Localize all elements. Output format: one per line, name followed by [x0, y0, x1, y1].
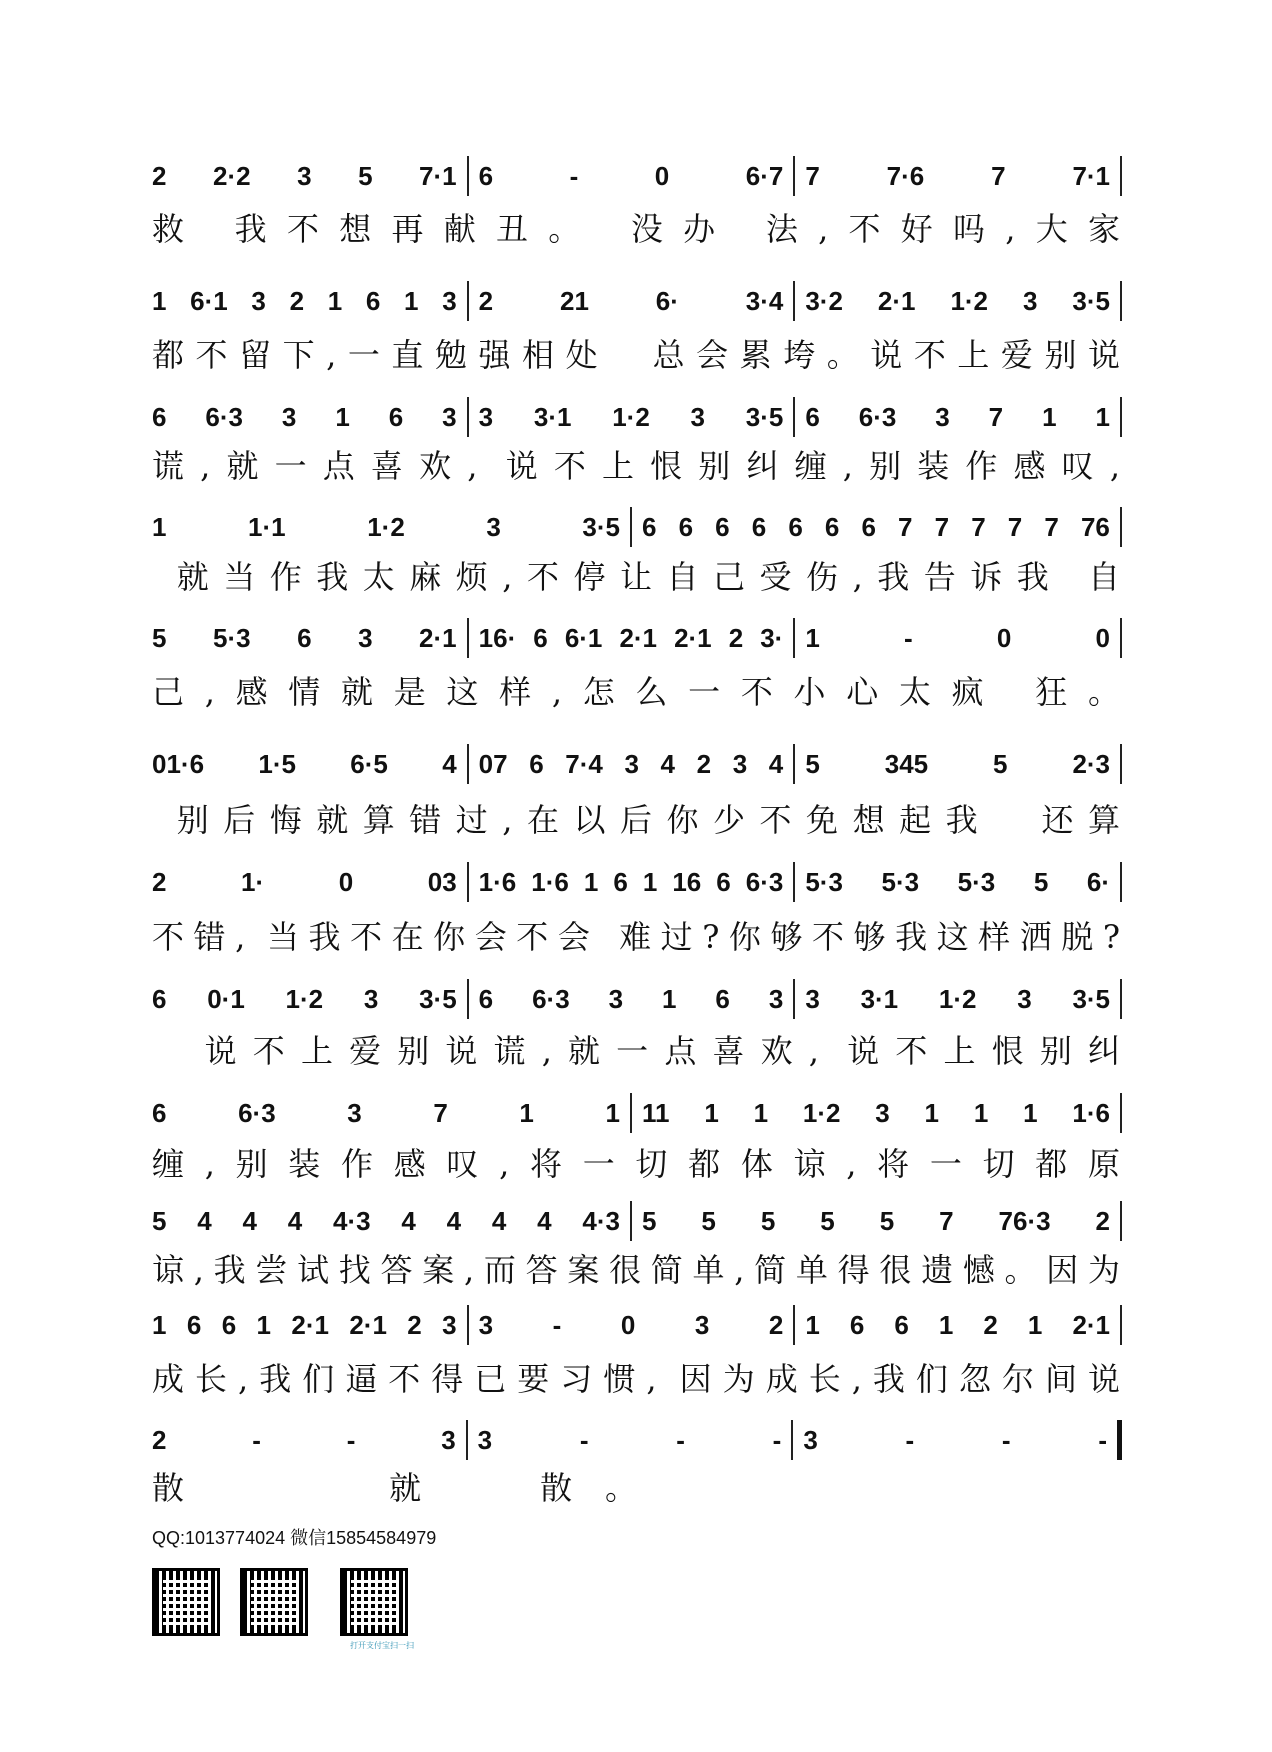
note: 5·3: [957, 866, 996, 897]
note: 3: [768, 983, 784, 1014]
contact-info: QQ:1013774024 微信15854584979: [152, 1528, 437, 1548]
measure: [632, 1201, 1122, 1241]
note: 6·7: [745, 160, 784, 191]
note: 1: [152, 1309, 167, 1340]
note: 5: [805, 748, 820, 779]
note: 3: [1017, 983, 1032, 1014]
note: 2: [1095, 1205, 1110, 1236]
note: 3: [441, 1424, 456, 1455]
note: -: [772, 1424, 782, 1455]
note: 1: [404, 285, 419, 316]
note: 5: [1033, 866, 1049, 897]
note: 3: [805, 983, 820, 1014]
measure: [795, 979, 1122, 1019]
note: 1: [327, 285, 343, 316]
note: 6: [529, 748, 544, 779]
note: 4: [401, 1205, 416, 1236]
measure: [795, 618, 1122, 658]
measure: [795, 397, 1122, 437]
note: 1: [704, 1097, 719, 1128]
note: 7: [971, 511, 986, 542]
note: 1: [152, 285, 167, 316]
note: 3·2: [805, 285, 843, 316]
measure: [152, 862, 469, 902]
note: 5·3: [212, 622, 251, 653]
notation-line: [152, 159, 1122, 193]
note: 0: [620, 1309, 636, 1340]
note: 6: [678, 511, 694, 542]
note: 1·2: [802, 1097, 841, 1128]
note: 3: [478, 1309, 494, 1340]
measure: [152, 281, 469, 321]
notation-line: [152, 982, 1122, 1016]
measure: [152, 156, 469, 196]
note: 3·: [760, 622, 784, 653]
measure: [468, 1420, 794, 1460]
note: 6·: [1086, 866, 1110, 897]
note: 3: [442, 1309, 457, 1340]
measure: [469, 862, 796, 902]
note: 3: [442, 401, 457, 432]
lyric-line: 谅,我尝试找答案,而答案很简单,简单得很遗憾。因为: [152, 1251, 1122, 1289]
note: 3·5: [419, 983, 457, 1014]
measure: [152, 744, 469, 784]
measure: [632, 507, 1122, 547]
lyric-line: 不错, 当我不在你会不会 难过?你够不够我这样洒脱?: [152, 918, 1122, 956]
note: 1·2: [950, 285, 989, 316]
note: 3: [281, 401, 297, 432]
note: 2·3: [1072, 748, 1111, 779]
note: 2: [728, 622, 744, 653]
note: 2: [983, 1309, 998, 1340]
note: 11: [642, 1097, 670, 1128]
measure: [469, 1305, 796, 1345]
note: -: [1098, 1424, 1107, 1455]
note: 7: [805, 160, 820, 191]
note: 2·2: [212, 160, 251, 191]
note: 1: [1027, 1309, 1043, 1340]
note: 3·1: [533, 401, 572, 432]
note: 6·: [655, 285, 679, 316]
note: 1·2: [612, 401, 650, 432]
note: 6: [715, 511, 730, 542]
notation-line: [152, 747, 1122, 781]
note: 4: [446, 1205, 462, 1236]
note: 6: [152, 401, 167, 432]
note: 6: [152, 983, 167, 1014]
notation-line: [152, 1204, 1122, 1238]
note: 3: [732, 748, 748, 779]
note: 7: [1007, 511, 1023, 542]
note: 2: [696, 748, 712, 779]
qr-caption: 打开支付宝扫一扫: [350, 1641, 414, 1650]
note: 1: [805, 622, 820, 653]
note: 6: [478, 983, 494, 1014]
note: 5: [760, 1205, 776, 1236]
measure: [152, 397, 469, 437]
measure: [795, 744, 1122, 784]
note: 1: [605, 1097, 620, 1128]
note: 1: [583, 866, 599, 897]
note: 7: [1044, 511, 1059, 542]
note: 7·4: [565, 748, 603, 779]
note: 3: [442, 285, 457, 316]
lyric-line: 己,感情就是这样,怎么一不小心太疯 狂。: [152, 673, 1122, 711]
note: -: [1001, 1424, 1011, 1455]
note: 4·3: [582, 1205, 620, 1236]
note: 5: [152, 622, 167, 653]
note: 3: [347, 1097, 362, 1128]
lyric-line: 缠,别装作感叹,将一切都体谅,将一切都原: [152, 1145, 1122, 1183]
note: 3: [875, 1097, 890, 1128]
note: 0: [338, 866, 354, 897]
note: 0: [654, 160, 670, 191]
note: 2·1: [419, 622, 457, 653]
measure: [152, 1305, 469, 1345]
measure: [632, 1093, 1122, 1133]
note: -: [252, 1424, 261, 1455]
note: 2·1: [619, 622, 658, 653]
note: 5: [701, 1205, 716, 1236]
note: 6: [805, 401, 820, 432]
measure: [152, 1420, 468, 1460]
note: 1·6: [531, 866, 569, 897]
note: 4: [197, 1205, 212, 1236]
note: 1: [152, 511, 167, 542]
note: 6·3: [858, 401, 897, 432]
measure: [469, 397, 796, 437]
note: -: [346, 1424, 356, 1455]
note: 3: [477, 1424, 493, 1455]
note: 5: [820, 1205, 835, 1236]
measure: [469, 979, 796, 1019]
measure: [152, 1093, 632, 1133]
note: 7: [433, 1097, 448, 1128]
note: 5: [879, 1205, 895, 1236]
note: 1: [519, 1097, 534, 1128]
note: 6: [824, 511, 840, 542]
note: 3: [1022, 285, 1038, 316]
note: 1: [1023, 1097, 1038, 1128]
note: 2·1: [674, 622, 712, 653]
note: 76: [1080, 511, 1110, 542]
note: 3·5: [1072, 983, 1111, 1014]
note: 3: [803, 1424, 818, 1455]
note: 6: [297, 622, 312, 653]
measure: [795, 862, 1122, 902]
lyric-line: 散 就 散。: [152, 1469, 712, 1507]
note: 07: [478, 748, 508, 779]
lyric-line: 就当作我太麻烦,不停让自己受伤,我告诉我 自: [152, 558, 1122, 596]
note: 6: [365, 285, 381, 316]
note: -: [569, 160, 579, 191]
note: 6: [642, 511, 657, 542]
note: 1: [662, 983, 677, 1014]
note: 7·6: [886, 160, 925, 191]
lyric-line: 说不上爱别说谎,就一点喜欢, 说不上恨别纠: [152, 1032, 1123, 1070]
note: 1: [938, 1309, 954, 1340]
note: 2: [768, 1309, 784, 1340]
note: 6·5: [350, 748, 388, 779]
note: 6: [861, 511, 876, 542]
note: 6·1: [190, 285, 228, 316]
note: 6·3: [238, 1097, 276, 1128]
note: 1: [256, 1309, 271, 1340]
lyric-line: 救 我不想再献丑。 没办 法,不好吗,大家: [152, 210, 1122, 248]
note: 6: [388, 401, 404, 432]
note: 1·5: [258, 748, 296, 779]
note: -: [579, 1424, 589, 1455]
notation-line: [152, 284, 1122, 318]
note: 1: [1042, 401, 1057, 432]
note: 16: [672, 866, 702, 897]
note: 2: [478, 285, 494, 316]
note: 6: [751, 511, 767, 542]
measure: [469, 156, 796, 196]
lyric-line: 都不留下,一直勉强相处 总会累垮。说不上爱别说: [152, 336, 1122, 374]
note: 5: [152, 1205, 167, 1236]
note: 7: [988, 401, 1004, 432]
note: 345: [884, 748, 929, 779]
note: 6: [788, 511, 803, 542]
note: 3: [690, 401, 706, 432]
note: 2: [152, 866, 167, 897]
measure: [469, 281, 796, 321]
notation-line: [152, 1308, 1122, 1342]
note: 3·4: [745, 285, 784, 316]
note: 4: [287, 1205, 303, 1236]
note: 7: [934, 511, 950, 542]
note: 7·1: [419, 160, 457, 191]
note: 3: [297, 160, 312, 191]
note: 7·1: [1072, 160, 1111, 191]
note: 3·5: [745, 401, 784, 432]
note: 4·3: [333, 1205, 371, 1236]
note: 4: [442, 748, 457, 779]
note: 5: [642, 1205, 657, 1236]
note: 5: [358, 160, 373, 191]
note: 2·1: [1072, 1309, 1111, 1340]
note: 5·3: [805, 866, 843, 897]
note: 3·5: [582, 511, 620, 542]
note: 2·1: [877, 285, 916, 316]
note: 6: [715, 983, 730, 1014]
note: 1·2: [367, 511, 405, 542]
note: 7: [898, 511, 913, 542]
note: 4: [242, 1205, 257, 1236]
note: 2·1: [291, 1309, 329, 1340]
measure: [795, 281, 1122, 321]
notation-line: [152, 1423, 1122, 1457]
note: 3: [935, 401, 950, 432]
note: 76·3: [998, 1205, 1051, 1236]
note: -: [904, 622, 913, 653]
measure: [152, 618, 469, 658]
measure: [795, 1305, 1122, 1345]
note: 2: [152, 160, 167, 191]
qr-code-2: [240, 1568, 308, 1636]
note: 5·3: [881, 866, 920, 897]
measure: [795, 156, 1122, 196]
note: -: [905, 1424, 915, 1455]
note: 0: [996, 622, 1012, 653]
note: 1: [642, 866, 658, 897]
measure: [469, 744, 796, 784]
note: 1·2: [285, 983, 324, 1014]
note: 1: [805, 1309, 820, 1340]
note: 6·3: [205, 401, 243, 432]
note: 3: [624, 748, 639, 779]
note: 3: [486, 511, 501, 542]
note: 7: [991, 160, 1006, 191]
note: 6·1: [564, 622, 603, 653]
note: 2: [407, 1309, 422, 1340]
note: 2·1: [349, 1309, 387, 1340]
lyric-line: 谎,就一点喜欢, 说不上恨别纠缠,别装作感叹,: [152, 447, 1122, 485]
lyric-line: 别后悔就算错过,在以后你少不免想起我 还算: [152, 801, 1122, 839]
note: 6: [894, 1309, 909, 1340]
measure: [152, 1201, 632, 1241]
notation-line: [152, 400, 1122, 434]
note: 3: [363, 983, 379, 1014]
notation-line: [152, 621, 1122, 655]
note: 3·5: [1072, 285, 1110, 316]
note: 16·: [478, 622, 517, 653]
note: 4: [660, 748, 676, 779]
note: 7: [939, 1205, 954, 1236]
note: 1: [753, 1097, 769, 1128]
measure: [469, 618, 796, 658]
note: 6·3: [745, 866, 784, 897]
note: 4: [537, 1205, 552, 1236]
note: 6: [478, 160, 494, 191]
note: 6: [533, 622, 548, 653]
note: 5: [993, 748, 1008, 779]
note: 4: [768, 748, 784, 779]
lyric-line: 成长,我们逼不得已要习惯, 因为成长,我们忽尔间说: [152, 1360, 1122, 1398]
qr-code-1: [152, 1568, 220, 1636]
qr-code-3: [340, 1568, 408, 1636]
note: 2: [152, 1424, 167, 1455]
note: 6·3: [532, 983, 570, 1014]
note: 3·1: [860, 983, 899, 1014]
note: 3: [358, 622, 373, 653]
note: 1·6: [478, 866, 517, 897]
note: 1·1: [248, 511, 286, 542]
notation-line: [152, 510, 1122, 544]
note: 6: [186, 1309, 202, 1340]
note: 1·: [241, 866, 265, 897]
note: 3: [478, 401, 494, 432]
note: 4: [491, 1205, 507, 1236]
note: 21: [560, 285, 589, 316]
measure: [152, 507, 632, 547]
note: 1: [924, 1097, 940, 1128]
notation-line: [152, 865, 1122, 899]
note: 1: [973, 1097, 989, 1128]
notation-line: [152, 1096, 1122, 1130]
note: -: [552, 1309, 562, 1340]
measure: [793, 1420, 1122, 1460]
note: 3: [694, 1309, 710, 1340]
note: 3: [251, 285, 266, 316]
note: 6: [221, 1309, 237, 1340]
note: 6: [716, 866, 731, 897]
note: 0·1: [207, 983, 245, 1014]
note: 1·6: [1072, 1097, 1110, 1128]
note: -: [676, 1424, 685, 1455]
note: 1: [335, 401, 350, 432]
note: 6: [613, 866, 628, 897]
note: 1·2: [938, 983, 977, 1014]
note: 03: [427, 866, 457, 897]
note: 6: [152, 1097, 167, 1128]
note: 0: [1095, 622, 1110, 653]
note: 1: [1095, 401, 1110, 432]
note: 2: [289, 285, 305, 316]
note: 6: [849, 1309, 865, 1340]
note: 01·6: [152, 748, 205, 779]
measure: [152, 979, 469, 1019]
note: 3: [608, 983, 624, 1014]
